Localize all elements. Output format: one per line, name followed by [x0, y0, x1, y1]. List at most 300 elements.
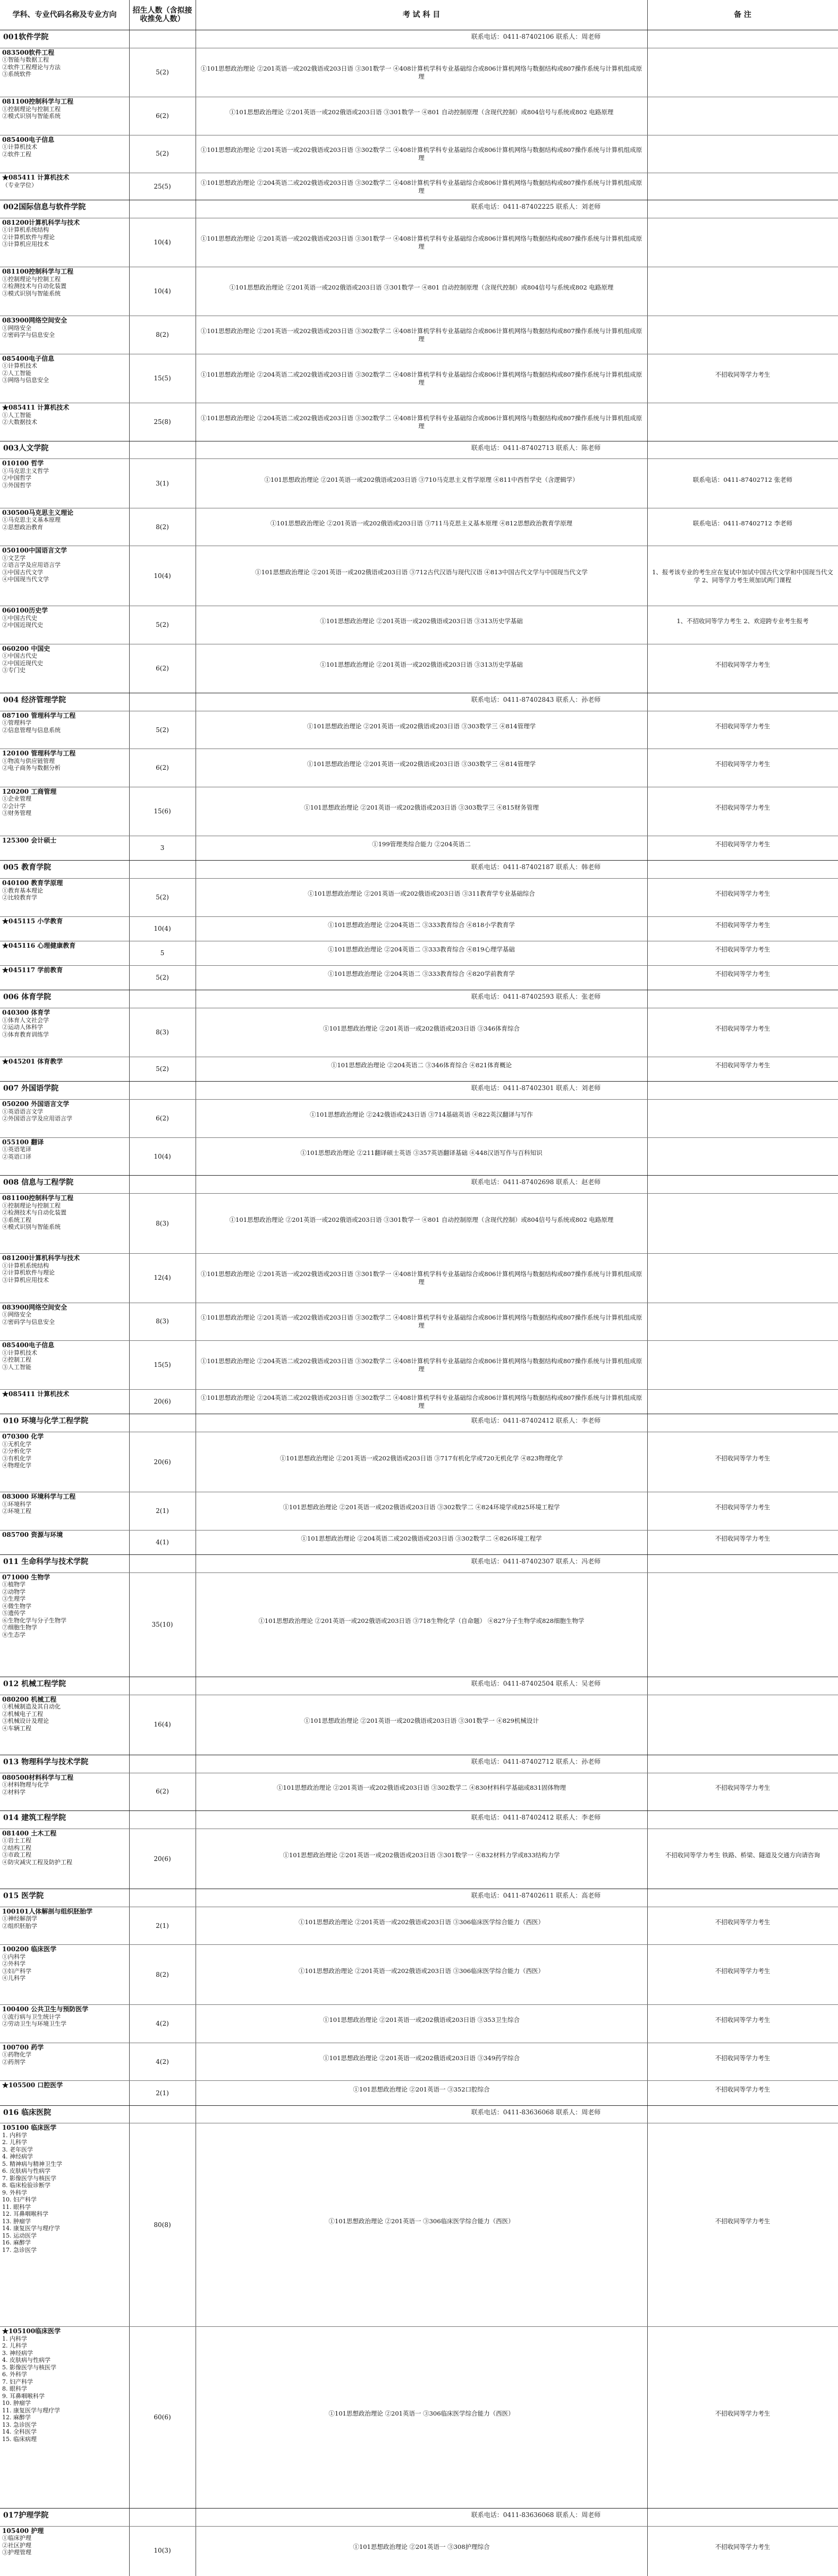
direction-item: ⑥生物化学与分子生物学 [2, 1617, 66, 1624]
note-cell: 不招收同等学力考生 [715, 1784, 771, 1792]
section-title: 017护理学院 [3, 2511, 49, 2520]
direction-item: 5. 影像医学与核医学 [2, 2364, 56, 2371]
table-row [0, 1572, 838, 1677]
direction-item: ②思想政治教育 [2, 523, 43, 531]
subject-cell [0, 2527, 129, 2557]
subject-cell [0, 644, 129, 675]
subject-cell [0, 267, 129, 298]
quota-cell: 2(1) [156, 2089, 169, 2097]
direction-item: 15. 运动医学 [2, 2232, 37, 2239]
section-title: 002国际信息与软件学院 [3, 202, 86, 211]
quota-cell: 25(8) [154, 418, 171, 426]
note-cell: 不招收同等学力考生 [715, 1454, 771, 1462]
direction-item: ①材料物理与化学 [2, 1781, 49, 1789]
header-exam: 考 试 科 目 [402, 11, 441, 19]
table-row [0, 711, 838, 749]
major-name: ★045201 体育教学 [2, 1058, 63, 1066]
major-name: 100400 公共卫生与预防医学 [2, 2005, 89, 2013]
direction-item: ①管理科学 [2, 719, 31, 727]
section-header [0, 1889, 838, 1907]
section-title: 006 体育学院 [3, 993, 52, 1002]
section-header [0, 1414, 838, 1432]
note-cell: 不招收同等学力考生 铁路、桥梁、隧道及交通方向请咨询 [665, 1851, 820, 1859]
major-name: ★085411 计算机技术 [2, 1390, 70, 1398]
direction-item: ①控制理论与控制工程 [2, 1202, 61, 1209]
direction-item: ①马克思主义哲学 [2, 467, 49, 474]
note-cell: 不招收同等学力考生 [715, 2085, 771, 2093]
table-row [0, 1530, 838, 1554]
direction-item: 13. 肿瘤学 [2, 2217, 31, 2225]
section-header [0, 1554, 838, 1572]
direction-item: 2. 儿科学 [2, 2139, 27, 2146]
note-cell: 联系电话：0411-87402712 张老师 [692, 475, 793, 483]
exam-subjects-cell: ①101思想政治理论 ②201英语一或202俄语或203日语 ③710马克思主义哲学原理 ④811中西哲学史（含逻辑学） [264, 475, 579, 483]
direction-item: ②劳动卫生与环境卫生学 [2, 2020, 66, 2028]
direction-item: ①临床护理 [2, 2535, 31, 2542]
section-header [0, 1810, 838, 1829]
note-cell: 不招收同等学力考生 [715, 2016, 771, 2024]
subject-cell [0, 97, 129, 121]
quota-cell: 6(2) [156, 1788, 169, 1796]
major-name: 120200 工商管理 [2, 787, 57, 795]
direction-item: ①文艺学 [2, 554, 26, 562]
direction-item: 14. 康复医学与理疗学 [2, 2225, 60, 2232]
subject-cell [0, 135, 129, 159]
quota-cell: 25(5) [154, 182, 171, 190]
note-cell: 不招收同等学力考生 [715, 1967, 771, 1975]
quota-cell: 80(8) [154, 2221, 171, 2229]
section-contact: 联系电话：0411-87402611 联系人：高老师 [471, 1892, 601, 1900]
table-row [0, 2526, 838, 2575]
section-header [0, 1081, 838, 1099]
exam-subjects-cell: ①101思想政治理论 ②201英语一或202俄语或203日语 ③306临床医学综合能力（西医） [298, 1967, 545, 1975]
exam-subjects-cell: ①101思想政治理论 ②201英语一或202俄语或203日语 ③717有机化学或720无机化学 ④823物理化学 [280, 1454, 563, 1462]
note-cell: 不招收同等学力考生 [715, 890, 771, 897]
major-name: 100200 临床医学 [2, 1945, 57, 1953]
subject-cell [0, 2005, 129, 2029]
quota-cell: 12(4) [154, 1274, 171, 1282]
quota-cell: 5 [160, 949, 165, 957]
table-row [0, 2043, 838, 2081]
exam-subjects-cell: ①101思想政治理论 ②201英语一或202俄语或203日语 ③712古代汉语与现代汉语 ④813中国古代文学与中国现当代文学 [255, 568, 588, 576]
major-name: 040300 体育学 [2, 1009, 50, 1017]
subject-cell [0, 1432, 129, 1470]
quota-cell: 35(10) [151, 1620, 173, 1628]
quota-cell: 60(6) [154, 2413, 171, 2421]
section-contact: 联系电话：0411-87402713 联系人：陈老师 [471, 444, 601, 452]
section-title: 013 物理科学与技术学院 [3, 1757, 89, 1766]
direction-item: ②信息管理与信息系统 [2, 726, 61, 734]
direction-item: 14. 全科医学 [2, 2428, 37, 2436]
major-name: 081400 土木工程 [2, 1829, 57, 1837]
subject-cell [0, 836, 129, 846]
subject-cell [0, 787, 129, 818]
table-row [0, 1253, 838, 1302]
subject-cell [0, 711, 129, 735]
subject-cell [0, 316, 129, 340]
direction-item: ②社区护理 [2, 2541, 31, 2549]
exam-subjects-cell: ①101思想政治理论 ②204英语二或202俄语或203日语 ③302数学二 ④408计算机学科专业基础综合或806计算机网络与数据结构或807操作系统与计算机组成原理 [200, 1357, 642, 1373]
major-name: 087100 管理科学与工程 [2, 711, 76, 719]
subject-cell [0, 1829, 129, 1867]
direction-item: 7. 影像医学与核医学 [2, 2174, 56, 2182]
direction-item: ①环境科学 [2, 1500, 31, 1508]
direction-item: 2. 儿科学 [2, 2342, 27, 2350]
exam-subjects-cell: ①101思想政治理论 ②201英语一 ③352口腔综合 [353, 2085, 490, 2093]
direction-item: ①控制理论与控制工程 [2, 275, 61, 283]
subject-cell [0, 2043, 129, 2067]
direction-item: ④防灾减灾工程及防护工程 [2, 1858, 72, 1866]
direction-item: ③网络与信息安全 [2, 377, 49, 384]
direction-item: ①内科学 [2, 1953, 26, 1960]
direction-item: ②控制工程 [2, 1356, 31, 1364]
direction-item: ③妇产科学 [2, 1967, 31, 1975]
section-title: 005 教育学院 [3, 863, 52, 872]
subject-cell [0, 966, 129, 975]
table-row [0, 546, 838, 606]
direction-item: ②密码学与信息安全 [2, 1318, 55, 1325]
section-title: 011 生命科学与技术学院 [3, 1557, 89, 1566]
subject-cell [0, 1492, 129, 1516]
major-name: 081100控制科学与工程 [2, 98, 74, 106]
quota-cell: 6(2) [156, 1115, 169, 1123]
direction-item: ②人工智能 [2, 369, 31, 377]
direction-item: ②结构工程 [2, 1844, 31, 1851]
note-cell: 不招收同等学力考生 [715, 2410, 771, 2418]
note-cell: 不招收同等学力考生 [715, 1061, 771, 1069]
direction-item: ②动物学 [2, 1588, 26, 1595]
major-name: ★045117 学前教育 [2, 966, 63, 974]
major-name: 083900网络空间安全 [2, 317, 67, 325]
quota-cell: 6(2) [156, 664, 169, 672]
subject-cell [0, 48, 129, 79]
table-row [0, 135, 838, 173]
section-header [0, 30, 838, 48]
major-name: 105400 护理 [2, 2527, 44, 2535]
direction-item: ①岩土工程 [2, 1837, 31, 1844]
quota-cell: 10(4) [154, 287, 171, 295]
quota-cell: 8(2) [156, 1970, 169, 1978]
subject-cell [0, 1254, 129, 1285]
note-cell: 不招收同等学力考生 [715, 722, 771, 730]
note-cell: 不招收同等学力考生 [715, 660, 771, 668]
table-row [0, 1432, 838, 1492]
major-name: 081200计算机科学与技术 [2, 1254, 80, 1262]
subject-cell [0, 1303, 129, 1327]
subject-cell [0, 1341, 129, 1372]
subject-cell [0, 2081, 129, 2090]
quota-cell: 5(2) [156, 621, 169, 629]
direction-item: （专业学位） [2, 181, 37, 189]
direction-item: ①网络安全 [2, 324, 31, 331]
exam-subjects-cell: ①101思想政治理论 ②201英语一或202俄语或203日语 ③303数学三 ④814管理学 [307, 722, 536, 730]
direction-item: ①计算机技术 [2, 143, 37, 151]
table-row [0, 644, 838, 693]
quota-cell: 15(5) [154, 1361, 171, 1369]
subject-cell [0, 1573, 129, 1640]
exam-subjects-cell: ①101思想政治理论 ②201英语一或202俄语或203日语 ③306临床医学综合能力（西医） [298, 1918, 545, 1926]
section-contact: 联系电话：0411-87402843 联系人：孙老师 [471, 696, 601, 704]
direction-item: ①无机化学 [2, 1440, 31, 1448]
note-cell: 不招收同等学力考生 [715, 760, 771, 768]
quota-cell: 10(4) [154, 924, 171, 932]
direction-item: ①英语语言文学 [2, 1108, 43, 1115]
table-row [0, 1944, 838, 2004]
section-contact: 联系电话：0411-87402187 联系人：韩老师 [471, 863, 601, 871]
direction-item: ②大数据技术 [2, 419, 37, 426]
section-title: 012 机械工程学院 [3, 1679, 66, 1688]
subject-cell [0, 403, 129, 427]
direction-item: ①计算机技术 [2, 362, 37, 370]
direction-item: ②计算机软件与理论 [2, 233, 55, 241]
table-row [0, 1137, 838, 1176]
direction-item: ①中国古代史 [2, 652, 37, 660]
section-title: 008 信息与工程学院 [3, 1178, 74, 1187]
quota-cell: 6(2) [156, 764, 169, 772]
note-cell: 不招收同等学力考生 [715, 840, 771, 848]
table-row [0, 749, 838, 787]
direction-item: 11. 眼科学 [2, 2203, 31, 2211]
exam-subjects-cell: ①101思想政治理论 ②204英语二或202俄语或203日语 ③302数学二 ④826环境工程学 [301, 1534, 542, 1542]
quota-cell: 16(4) [154, 1721, 171, 1729]
section-header [0, 693, 838, 711]
direction-item: 10. 肿瘤学 [2, 2400, 31, 2407]
direction-item: ③系统软件 [2, 71, 31, 78]
subject-cell [0, 879, 129, 903]
table-row [0, 878, 838, 916]
exam-subjects-cell: ①101思想政治理论 ②204英语二或202俄语或203日语 ③302数学二 ④408计算机学科专业基础综合或806计算机网络与数据结构或807操作系统与计算机组成原理 [200, 1394, 642, 1410]
subject-cell [0, 546, 129, 584]
direction-item: 8. 临床检验诊断学 [2, 2182, 50, 2189]
major-name: 125300 会计硕士 [2, 837, 57, 845]
direction-item: ①马克思主义基本原理 [2, 516, 61, 524]
direction-item: ①计算机技术 [2, 1349, 37, 1356]
exam-subjects-cell: ①101思想政治理论 ②201英语一或202俄语或203日语 ③301数学一 ④801 自动控制原理（含现代控制）或804信号与系统或802 电路原理 [229, 1215, 614, 1223]
direction-item: ①流行病与卫生统计学 [2, 2013, 61, 2020]
major-name: 083000 环境科学与工程 [2, 1493, 76, 1501]
subject-cell [0, 1057, 129, 1067]
subject-cell [0, 1695, 129, 1733]
direction-item: 15. 临床病理 [2, 2435, 37, 2443]
exam-subjects-cell: ①101思想政治理论 ②204英语二或202俄语或203日语 ③302数学二 ④408计算机学科专业基础综合或806计算机网络与数据结构或807操作系统与计算机组成原理 [200, 178, 642, 194]
direction-item: ②机械电子工程 [2, 1710, 43, 1718]
direction-item: ①物流与供应链管理 [2, 757, 55, 764]
major-name: 060200 中国史 [2, 644, 50, 652]
direction-item: 12. 耳鼻咽喉科学 [2, 2211, 48, 2218]
section-contact: 联系电话：0411-87402593 联系人：张老师 [471, 993, 601, 1001]
note-cell: 不招收同等学力考生 [715, 804, 771, 812]
table-row [0, 354, 838, 403]
section-header [0, 1755, 838, 1773]
quota-cell: 10(4) [154, 572, 171, 580]
quota-cell: 10(4) [154, 1152, 171, 1160]
direction-item: 4. 皮肤病与性病学 [2, 2357, 50, 2364]
note-cell: 不招收同等学力考生 [715, 2543, 771, 2551]
table-row [0, 508, 838, 546]
table-row [0, 48, 838, 97]
direction-item: ③有机化学 [2, 1455, 31, 1462]
quota-cell: 10(3) [154, 2546, 171, 2554]
exam-subjects-cell: ①101思想政治理论 ②204英语二 ③333教育综合 ④818小学教育学 [328, 921, 515, 929]
direction-item: ①英语笔译 [2, 1146, 31, 1153]
section-header [0, 860, 838, 878]
major-name: ★085411 计算机技术 [2, 404, 70, 412]
section-contact: 联系电话：0411-87402712 联系人：孙老师 [471, 1757, 601, 1765]
section-contact: 联系电话：0411-87402225 联系人：刘老师 [471, 202, 601, 210]
table-row [0, 916, 838, 941]
exam-subjects-cell: ①101思想政治理论 ②201英语一或202俄语或203日语 ③313历史学基础 [320, 660, 523, 668]
exam-subjects-cell: ①101思想政治理论 ②201英语一或202俄语或203日语 ③303数学三 ④815财务管理 [304, 804, 539, 812]
direction-item: ②会计学 [2, 802, 26, 810]
exam-subjects-cell: ①101思想政治理论 ②201英语一或202俄语或203日语 ③349药学综合 [323, 2054, 520, 2062]
section-contact: 联系电话：0411-83636068 联系人：周老师 [471, 2511, 601, 2519]
direction-item: ①机械制造及其自动化 [2, 1703, 61, 1711]
header-quota: 招生人数（含拟接收推免人数） [132, 6, 192, 23]
note-cell: 不招收同等学力考生 [715, 1025, 771, 1033]
quota-cell: 15(5) [154, 374, 171, 382]
direction-item: ②检测技术与自动化装置 [2, 283, 66, 290]
subject-cell [0, 1531, 129, 1540]
table-row [0, 787, 838, 836]
note-cell: 不招收同等学力考生 [715, 1503, 771, 1511]
table-row [0, 316, 838, 354]
section-header [0, 2105, 838, 2123]
direction-item: ③模式识别与智能系统 [2, 290, 61, 297]
note-cell: 1、报考该专业的考生应在复试中加试中国古代文学和中国现当代文学 2、同等学力考生须加试两门课程 [652, 568, 833, 584]
direction-item: ②软件工程 [2, 150, 31, 158]
direction-item: 16. 麻醉学 [2, 2239, 31, 2247]
direction-item: ①智能与数据工程 [2, 56, 49, 64]
header-note: 备 注 [734, 11, 751, 19]
direction-item: 4. 神经病学 [2, 2153, 33, 2161]
table-row [0, 1099, 838, 1137]
subject-cell [0, 749, 129, 773]
subject-cell [0, 459, 129, 490]
table-row [0, 1695, 838, 1755]
table-row [0, 1773, 838, 1811]
direction-item: 9. 外科学 [2, 2189, 27, 2196]
direction-item: ①植物学 [2, 1581, 26, 1588]
table-row [0, 403, 838, 441]
direction-item: ①计算机系统结构 [2, 226, 49, 234]
subject-cell [0, 917, 129, 926]
section-title: 001软件学院 [3, 33, 49, 41]
direction-item: ②中国近现代史 [2, 622, 43, 629]
quota-cell: 20(6) [154, 1458, 171, 1466]
exam-subjects-cell: ①199管理类综合能力 ②204英语二 [372, 840, 471, 848]
section-header [0, 1677, 838, 1695]
table-row [0, 1492, 838, 1530]
direction-item: ②语言学及应用语言学 [2, 562, 61, 569]
direction-item: ②组织胚胎学 [2, 1922, 37, 1929]
direction-item: ②检测技术与自动化装置 [2, 1209, 66, 1217]
direction-item: 7. 妇产科学 [2, 2378, 33, 2385]
direction-item: ②运动人体科学 [2, 1024, 43, 1031]
quota-cell: 10(4) [154, 238, 171, 246]
major-name: 081200计算机科学与技术 [2, 218, 80, 226]
table-header [0, 0, 838, 30]
note-cell: 不招收同等学力考生 [715, 1534, 771, 1542]
major-name: 050200 外国语言文学 [2, 1100, 70, 1108]
direction-item: ①教育基本理论 [2, 887, 43, 894]
quota-cell: 8(2) [156, 523, 169, 531]
exam-subjects-cell: ①101思想政治理论 ②201英语一或202俄语或203日语 ③301数学一 ④829机械设计 [304, 1717, 539, 1725]
direction-item: ③专门史 [2, 667, 26, 674]
direction-item: ①药物化学 [2, 2051, 31, 2059]
direction-item: 11. 康复医学与理疗学 [2, 2407, 60, 2414]
direction-item: ③体育教育训练学 [2, 1031, 49, 1038]
direction-item: ④儿科学 [2, 1975, 26, 1982]
table-row [0, 458, 838, 507]
direction-item: 17. 急诊医学 [2, 2246, 37, 2254]
table-row [0, 1340, 838, 1389]
quota-cell: 4(2) [156, 2058, 169, 2065]
direction-item: ③人工智能 [2, 1363, 31, 1371]
quota-cell: 4(2) [156, 2020, 169, 2028]
subject-cell [0, 508, 129, 532]
direction-item: ①网络安全 [2, 1311, 31, 1318]
exam-subjects-cell: ①101思想政治理论 ②201英语一或202俄语或203日语 ③301数学一 ④408计算机学科专业基础综合或806计算机网络与数据结构或807操作系统与计算机组成原理 [200, 1270, 642, 1286]
note-cell: 不招收同等学力考生 [715, 2054, 771, 2062]
table-row [0, 1193, 838, 1253]
table-row [0, 1389, 838, 1414]
direction-item: 9. 耳鼻咽喉科学 [2, 2392, 45, 2400]
quota-cell: 5(2) [156, 1065, 169, 1073]
subject-cell [0, 1138, 129, 1162]
subject-cell [0, 218, 129, 249]
exam-subjects-cell: ①101思想政治理论 ②201英语一 ③306临床医学综合能力（西医） [328, 2410, 514, 2418]
major-name: 055100 翻译 [2, 1138, 44, 1146]
exam-subjects-cell: ①101思想政治理论 ②204英语二 ③346体育综合 ④821体育概论 [331, 1061, 512, 1069]
table-row [0, 1008, 838, 1057]
subject-cell [0, 2327, 129, 2444]
direction-item: ②英语口译 [2, 1153, 31, 1160]
exam-subjects-cell: ①101思想政治理论 ②201英语一或202俄语或203日语 ③302数学二 ④408计算机学科专业基础综合或806计算机网络与数据结构或807操作系统与计算机组成原理 [200, 327, 642, 343]
exam-subjects-cell: ①101思想政治理论 ②201英语一 ③308护理综合 [353, 2543, 490, 2551]
direction-item: 8. 眼科学 [2, 2385, 27, 2393]
direction-item: 5. 精神病与精神卫生学 [2, 2160, 62, 2167]
section-title: 003人文学院 [3, 444, 49, 453]
section-title: 004 经济管理学院 [3, 696, 66, 705]
exam-subjects-cell: ①101思想政治理论 ②201英语一或202俄语或203日语 ③302数学二 ④408计算机学科专业基础综合或806计算机网络与数据结构或807操作系统与计算机组成原理 [200, 1314, 642, 1330]
direction-item: 3. 神经病学 [2, 2349, 33, 2357]
major-name: 100700 药学 [2, 2043, 44, 2051]
direction-item: ②外科学 [2, 1960, 26, 1968]
direction-item: ②计算机软件与理论 [2, 1269, 55, 1277]
direction-item: ③财务管理 [2, 810, 31, 817]
quota-cell: 8(2) [156, 331, 169, 339]
table-row [0, 267, 838, 316]
table-row [0, 173, 838, 200]
direction-item: ①体育人文社会学 [2, 1016, 49, 1024]
exam-subjects-cell: ①101思想政治理论 ②201英语一或202俄语或203日语 ③301数学一 ④408计算机学科专业基础综合或806计算机网络与数据结构或807操作系统与计算机组成原理 [200, 64, 642, 80]
major-name: 100101人体解剖与组织胚胎学 [2, 1907, 93, 1915]
major-name: 081100控制科学与工程 [2, 1194, 74, 1202]
subject-cell [0, 2123, 129, 2255]
direction-item: 1. 内科学 [2, 2335, 27, 2342]
exam-subjects-cell: ①101思想政治理论 ②204英语二或202俄语或203日语 ③302数学二 ④408计算机学科专业基础综合或806计算机网络与数据结构或807操作系统与计算机组成原理 [200, 414, 642, 430]
major-name: ★045116 心理健康教育 [2, 941, 76, 949]
direction-item: ①企业管理 [2, 795, 31, 803]
note-cell: 不招收同等学力考生 [715, 945, 771, 953]
quota-cell: 5(2) [156, 150, 169, 158]
direction-item: ②分析化学 [2, 1448, 31, 1455]
direction-item: ③市政工程 [2, 1851, 31, 1859]
major-name: 085400电子信息 [2, 135, 55, 143]
direction-item: ②模式识别与智能系统 [2, 113, 61, 120]
direction-item: 6. 外科学 [2, 2371, 27, 2378]
section-header [0, 2508, 838, 2526]
